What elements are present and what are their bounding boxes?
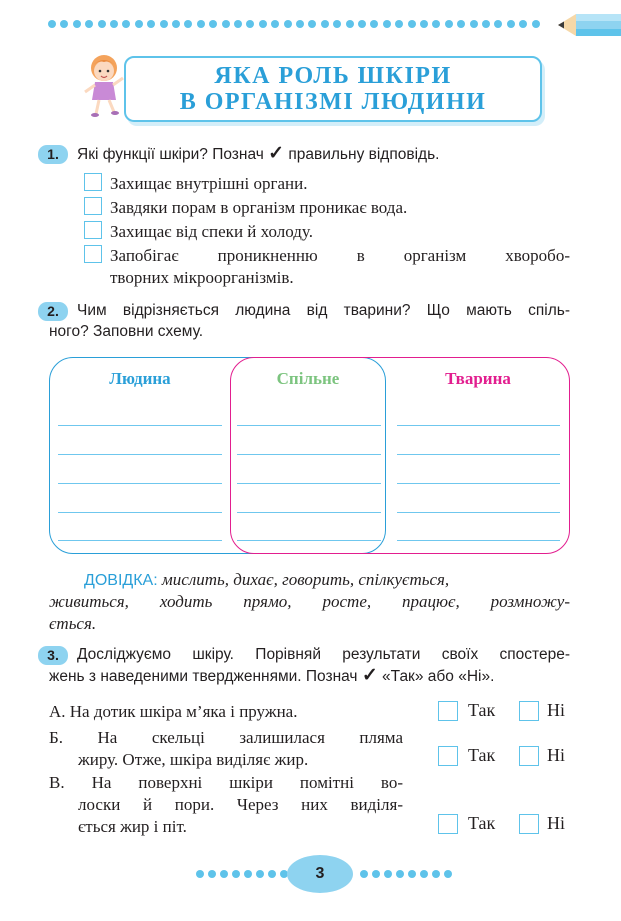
decor-dot: [85, 20, 93, 28]
statement-a: А. На дотик шкіра м’яка і пружна.: [49, 702, 298, 721]
decor-dot: [147, 20, 155, 28]
reference-label: ДОВІДКА:: [84, 572, 158, 589]
task-1-checkbox-2[interactable]: [84, 197, 102, 215]
page-number: 3: [287, 855, 353, 893]
decor-dot: [135, 20, 143, 28]
title-line-1: ЯКА РОЛЬ ШКІРИ: [214, 63, 452, 89]
decor-dot: [395, 20, 403, 28]
task-1-checkbox-1[interactable]: [84, 173, 102, 191]
decor-dot: [420, 870, 428, 878]
title-line-2: В ОРГАНІЗМІ ЛЮДИНИ: [179, 89, 487, 115]
decor-dot: [196, 870, 204, 878]
decor-dot: [532, 20, 540, 28]
decor-dot: [184, 20, 192, 28]
task-2-prompt-line-2: ного? Заповни схему.: [49, 323, 204, 340]
decor-dot: [372, 870, 380, 878]
venn-writing-line[interactable]: [237, 540, 381, 541]
decor-dot: [246, 20, 254, 28]
task-2-number: 2.: [38, 302, 68, 321]
statement-c-line-2: лоски й пори. Через них виділя-: [78, 795, 403, 814]
decor-dot: [222, 20, 230, 28]
decor-dot: [444, 870, 452, 878]
venn-writing-line[interactable]: [397, 512, 560, 513]
venn-writing-line[interactable]: [237, 512, 381, 513]
statement-b-yes-label: Так: [468, 745, 496, 765]
statement-b-yes-checkbox[interactable]: [438, 746, 458, 766]
decor-dot: [232, 870, 240, 878]
venn-writing-line[interactable]: [397, 425, 560, 426]
statement-c-yes-checkbox[interactable]: [438, 814, 458, 834]
decor-dot: [110, 20, 118, 28]
girl-illustration: [80, 52, 130, 118]
venn-writing-line[interactable]: [397, 483, 560, 484]
decor-dot: [60, 20, 68, 28]
task-1-prompt-before: Які функції шкіри? Познач: [77, 146, 264, 163]
venn-writing-line[interactable]: [58, 540, 222, 541]
task-2-prompt-line-1: Чим відрізняється людина від тварини? Що мають спіль-: [77, 302, 570, 319]
venn-writing-line[interactable]: [58, 483, 222, 484]
decor-dot: [370, 20, 378, 28]
decor-dot: [197, 20, 205, 28]
decor-dot: [482, 20, 490, 28]
task-1-option-1: Захищає внутрішні органи.: [110, 174, 308, 193]
decor-dot: [333, 20, 341, 28]
venn-label-animal: Тварина: [445, 369, 511, 388]
decor-dot: [244, 870, 252, 878]
statement-c-no-checkbox[interactable]: [519, 814, 539, 834]
statement-c-no-label: Ні: [547, 813, 565, 833]
decor-dot: [209, 20, 217, 28]
decor-dot: [160, 20, 168, 28]
reference-line-2: живиться, ходить прямо, росте, працює, розмножу-: [49, 592, 570, 611]
statement-a-yes-label: Так: [468, 700, 496, 720]
task-1-checkbox-4[interactable]: [84, 245, 102, 263]
decor-dot: [268, 870, 276, 878]
pencil-icon: [556, 8, 621, 42]
page-title: [124, 56, 542, 122]
venn-writing-line[interactable]: [397, 454, 560, 455]
task-1-option-4-line-2: творних мікроорганізмів.: [110, 268, 294, 287]
decor-dot: [122, 20, 130, 28]
decor-dot: [408, 20, 416, 28]
task-1-prompt-after: правильну відповідь.: [288, 146, 440, 163]
task-1-number: 1.: [38, 145, 68, 164]
decor-dot: [384, 870, 392, 878]
statement-b-line-2: жиру. Отже, шкіра виділяє жир.: [78, 750, 309, 769]
decor-dot: [360, 870, 368, 878]
statement-a-yes-checkbox[interactable]: [438, 701, 458, 721]
decor-dot: [308, 20, 316, 28]
decor-dot: [296, 20, 304, 28]
decor-dot: [220, 870, 228, 878]
venn-writing-line[interactable]: [237, 425, 381, 426]
checkmark-icon: ✓: [268, 143, 285, 164]
top-dotted-line: [48, 18, 540, 30]
decor-dot: [284, 20, 292, 28]
statement-c-line-3: ється жир і піт.: [78, 817, 187, 836]
decor-dot: [494, 20, 502, 28]
venn-writing-line[interactable]: [58, 512, 222, 513]
task-1-option-2: Завдяки порам в організм проникає вода.: [110, 198, 408, 217]
decor-dot: [271, 20, 279, 28]
task-3-number: 3.: [38, 646, 68, 665]
reference-text-1: мислить, дихає, говорить, спілкується,: [161, 570, 450, 589]
task-1-option-3: Захищає від спеки й холоду.: [110, 222, 313, 241]
task-3-prompt-before: жень з наведеними твердженнями. Познач: [49, 668, 358, 685]
venn-writing-line[interactable]: [58, 454, 222, 455]
decor-dot: [73, 20, 81, 28]
venn-label-common: Спільне: [276, 369, 340, 388]
statement-b-no-label: Ні: [547, 745, 565, 765]
venn-writing-line[interactable]: [58, 425, 222, 426]
checkmark-icon: ✓: [361, 665, 378, 686]
decor-dot: [234, 20, 242, 28]
task-3-prompt-line-2: [49, 665, 494, 687]
reference-line-3: ється.: [49, 614, 97, 633]
task-3-prompt-line-1: Досліджуємо шкіру. Порівняй результати своїх спостере-: [77, 646, 570, 663]
decor-dot: [383, 20, 391, 28]
task-1-checkbox-3[interactable]: [84, 221, 102, 239]
task-3-prompt-after: «Так» або «Ні».: [382, 668, 495, 685]
decor-dot: [432, 20, 440, 28]
decor-dot: [208, 870, 216, 878]
task-1-option-4-line-1: Запобігає проникненню в організм хворобо-: [110, 246, 570, 265]
reference-line-1: [84, 569, 449, 592]
decor-dot: [321, 20, 329, 28]
venn-writing-line[interactable]: [397, 540, 560, 541]
decor-dot: [396, 870, 404, 878]
decor-dot: [259, 20, 267, 28]
statement-c-line-1: В. На поверхні шкіри помітні во-: [49, 773, 403, 792]
venn-label-human: Людина: [109, 369, 171, 388]
decor-dot: [519, 20, 527, 28]
decor-dot: [507, 20, 515, 28]
decor-dot: [408, 870, 416, 878]
decor-dot: [420, 20, 428, 28]
statement-a-no-checkbox[interactable]: [519, 701, 539, 721]
decor-dot: [432, 870, 440, 878]
task-1-prompt: [77, 143, 439, 165]
venn-writing-line[interactable]: [237, 454, 381, 455]
decor-dot: [256, 870, 264, 878]
statement-b-line-1: Б. На скельці залишилася пляма: [49, 728, 403, 747]
decor-dot: [457, 20, 465, 28]
statement-b-no-checkbox[interactable]: [519, 746, 539, 766]
decor-dot: [358, 20, 366, 28]
decor-dot: [346, 20, 354, 28]
decor-dot: [445, 20, 453, 28]
decor-dot: [172, 20, 180, 28]
venn-writing-line[interactable]: [237, 483, 381, 484]
decor-dot: [470, 20, 478, 28]
decor-dot: [48, 20, 56, 28]
decor-dot: [98, 20, 106, 28]
statement-c-yes-label: Так: [468, 813, 496, 833]
statement-a-no-label: Ні: [547, 700, 565, 720]
